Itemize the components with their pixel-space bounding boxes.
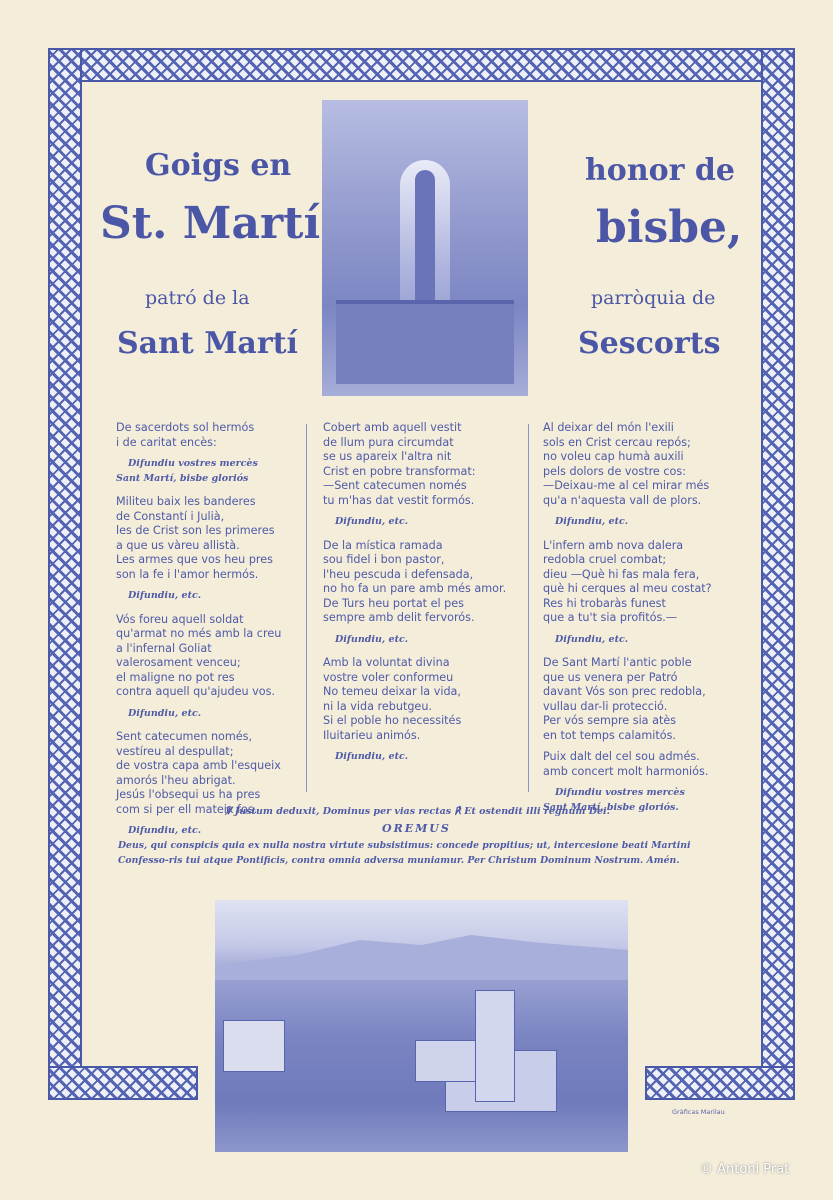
versicle-response: ℣ Justum deduxit, Dominus per vias rectas ℟ Et ostendit illi regnum Dei.	[225, 806, 610, 817]
verse-line: no voleu cap humà auxili	[543, 450, 684, 463]
verse-line: Amb la voluntat divina	[323, 656, 450, 669]
verse-line: l'heu pescuda i defensada,	[323, 567, 474, 581]
verse-line: No temeu deixar la vida,	[323, 685, 461, 698]
verse-line: Militeu baix les banderes	[116, 495, 256, 508]
refrain-line: Difundiu, etc.	[555, 516, 629, 527]
verse-line: a l'infernal Goliat	[116, 641, 212, 655]
verse-line: no ho fa un pare amb més amor.	[323, 582, 507, 595]
verse-line: se us apareix l'altra nit	[323, 450, 452, 463]
verse-line: vostre voler conformeu	[323, 670, 454, 684]
verse-line: vullau dar-li protecció.	[543, 699, 668, 713]
verse-line: de vostra capa amb l'esqueix	[116, 759, 281, 772]
verse-line: De sacerdots sol hermós	[116, 421, 255, 434]
village-house	[415, 1040, 477, 1082]
verse-line: amb concert molt harmoniós.	[543, 764, 709, 778]
verse-line: en tot temps calamitós.	[543, 728, 676, 742]
verse-stanza	[116, 730, 306, 817]
verse-column-1	[116, 421, 306, 848]
verse-line: ni la vida rebutgeu.	[323, 699, 432, 713]
refrain-line: Difundiu, etc.	[335, 751, 409, 762]
ornamental-border-right	[761, 48, 795, 1100]
verse-line: Puix dalt del cel sou admés.	[543, 750, 700, 763]
bell-tower	[475, 990, 515, 1102]
title-left-line2: St. Martí	[100, 198, 321, 249]
title-right-line4: Sescorts	[578, 326, 721, 361]
verse-line: valerosament venceu;	[116, 656, 241, 669]
verse-stanza	[323, 421, 518, 508]
verse-line: i de caritat encès:	[116, 435, 217, 449]
refrain-line: Difundiu, etc.	[128, 590, 202, 601]
verse-line: redobla cruel combat;	[543, 553, 667, 566]
verse-line: qu'a n'aquesta vall de plors.	[543, 493, 702, 507]
verse-line: Iluitarieu animós.	[323, 728, 421, 742]
verse-line: dieu —Què hi fas mala fera,	[543, 567, 700, 581]
verse-line: sou fidel i bon pastor,	[323, 553, 445, 566]
oremus-heading: OREMUS	[382, 822, 451, 835]
verse-stanza	[116, 495, 306, 582]
verse-line: De la mística ramada	[323, 538, 443, 552]
verse-line: Vós foreu aquell soldat	[116, 612, 244, 626]
ornamental-border-bottom-right	[645, 1066, 795, 1100]
title-left-line3: patró de la	[145, 287, 250, 309]
verse-line: el maligne no pot res	[116, 670, 235, 684]
verse-line: qu'armat no més amb la creu	[116, 627, 282, 640]
village-landscape-photo	[215, 900, 628, 1152]
verse-line: de Constantí i Julià,	[116, 509, 225, 523]
statue-figure	[415, 170, 435, 320]
refrain-line: Difundiu vostres mercès	[555, 787, 685, 798]
verse-column-3	[543, 421, 753, 824]
title-right-line3: parròquia de	[591, 287, 716, 309]
verse-line: Crist en pobre transformat:	[323, 464, 476, 478]
verse-line: vestíreu al despullat;	[116, 744, 234, 758]
verse-line: que us venera per Patró	[543, 670, 678, 684]
verse-line: davant Vós son prec redobla,	[543, 685, 706, 698]
verse-line: les de Crist son les primeres	[116, 524, 275, 537]
mountain-range	[215, 930, 628, 980]
refrain-line: Difundiu vostres mercès	[128, 458, 258, 469]
refrain-line: Difundiu, etc.	[335, 516, 409, 527]
verse-line: Cobert amb aquell vestit	[323, 421, 462, 434]
ornamental-border-left	[48, 48, 82, 1100]
column-divider	[528, 424, 529, 792]
verse-stanza	[543, 421, 753, 508]
verse-stanza	[543, 750, 753, 779]
ornamental-border-top	[48, 48, 795, 82]
verse-line: amorós l'heu abrigat.	[116, 773, 236, 787]
verse-line: —Deixau-me al cel mirar més	[543, 479, 710, 492]
refrain-line: Difundiu, etc.	[128, 707, 202, 719]
village-house	[223, 1020, 285, 1072]
printer-credit: Gràficas Marilau	[672, 1108, 725, 1116]
refrain-line: Difundiu, etc.	[128, 825, 202, 836]
copyright-watermark: © Antoni Prat	[700, 1162, 790, 1177]
saint-martin-statue-photo	[322, 100, 528, 396]
refrain-line: Sant Martí, bisbe gloriós.	[543, 801, 679, 813]
verse-line: Si el poble ho necessités	[323, 714, 462, 727]
verse-line: pels dolors de vostre cos:	[543, 464, 686, 478]
verse-column-2	[323, 421, 518, 774]
verse-line: Al deixar del món l'exili	[543, 421, 674, 434]
verse-line: com si per ell mateix fos.	[116, 802, 258, 816]
verse-line: Sent catecumen només,	[116, 730, 253, 743]
altar-base	[336, 300, 514, 384]
verse-stanza	[543, 539, 753, 626]
title-right-line2: bisbe,	[596, 202, 743, 253]
refrain-line: Difundiu, etc.	[335, 633, 409, 645]
verse-line: De Turs heu portat el pes	[323, 596, 464, 610]
title-right-line1: honor de	[585, 153, 735, 188]
verse-line: tu m'has dat vestit formós.	[323, 493, 475, 507]
verse-stanza	[323, 539, 518, 626]
verse-line: De Sant Martí l'antic poble	[543, 656, 692, 669]
verse-line: Les armes que vos heu pres	[116, 553, 273, 566]
verse-line: sols en Crist cercau repós;	[543, 435, 691, 449]
verse-line: son la fe i l'amor hermós.	[116, 567, 259, 581]
verse-stanza	[116, 613, 306, 700]
column-divider	[306, 424, 307, 792]
verse-line: que a tu't sia profitós.—	[543, 611, 678, 624]
verse-stanza	[323, 656, 518, 743]
verse-line: a que us vàreu allistà.	[116, 538, 240, 552]
verse-line: de llum pura circumdat	[323, 435, 454, 449]
title-left-line1: Goigs en	[145, 148, 292, 183]
verse-line: Res hi trobaràs funest	[543, 596, 666, 610]
verse-stanza	[116, 421, 306, 450]
ornamental-border-bottom-left	[48, 1066, 198, 1100]
refrain-line: Sant Martí, bisbe gloriós	[116, 472, 249, 484]
refrain-line: Difundiu, etc.	[555, 633, 629, 645]
verse-line: —Sent catecumen només	[323, 479, 467, 492]
verse-line: Per vós sempre sia atès	[543, 714, 677, 727]
verse-stanza	[543, 656, 753, 743]
title-left-line4: Sant Martí	[117, 326, 298, 361]
verse-line: sempre amb delit fervorós.	[323, 611, 475, 624]
verse-line: contra aquell qu'ajudeu vos.	[116, 685, 275, 698]
latin-prayer: Deus, qui conspicis quia ex nulla nostra virtute subsistimus: concede propitius; ut, intercesione beati Martini Confesso-ris tui atque Pontificis, contra omnia adversa muniamur. Per Christum Dominum Nostrum. Amén.	[118, 840, 691, 866]
verse-line: L'infern amb nova dalera	[543, 538, 684, 552]
verse-line: què hi cerques al meu costat?	[543, 582, 712, 595]
verse-line: Jesús l'obsequi us ha pres	[116, 788, 261, 801]
